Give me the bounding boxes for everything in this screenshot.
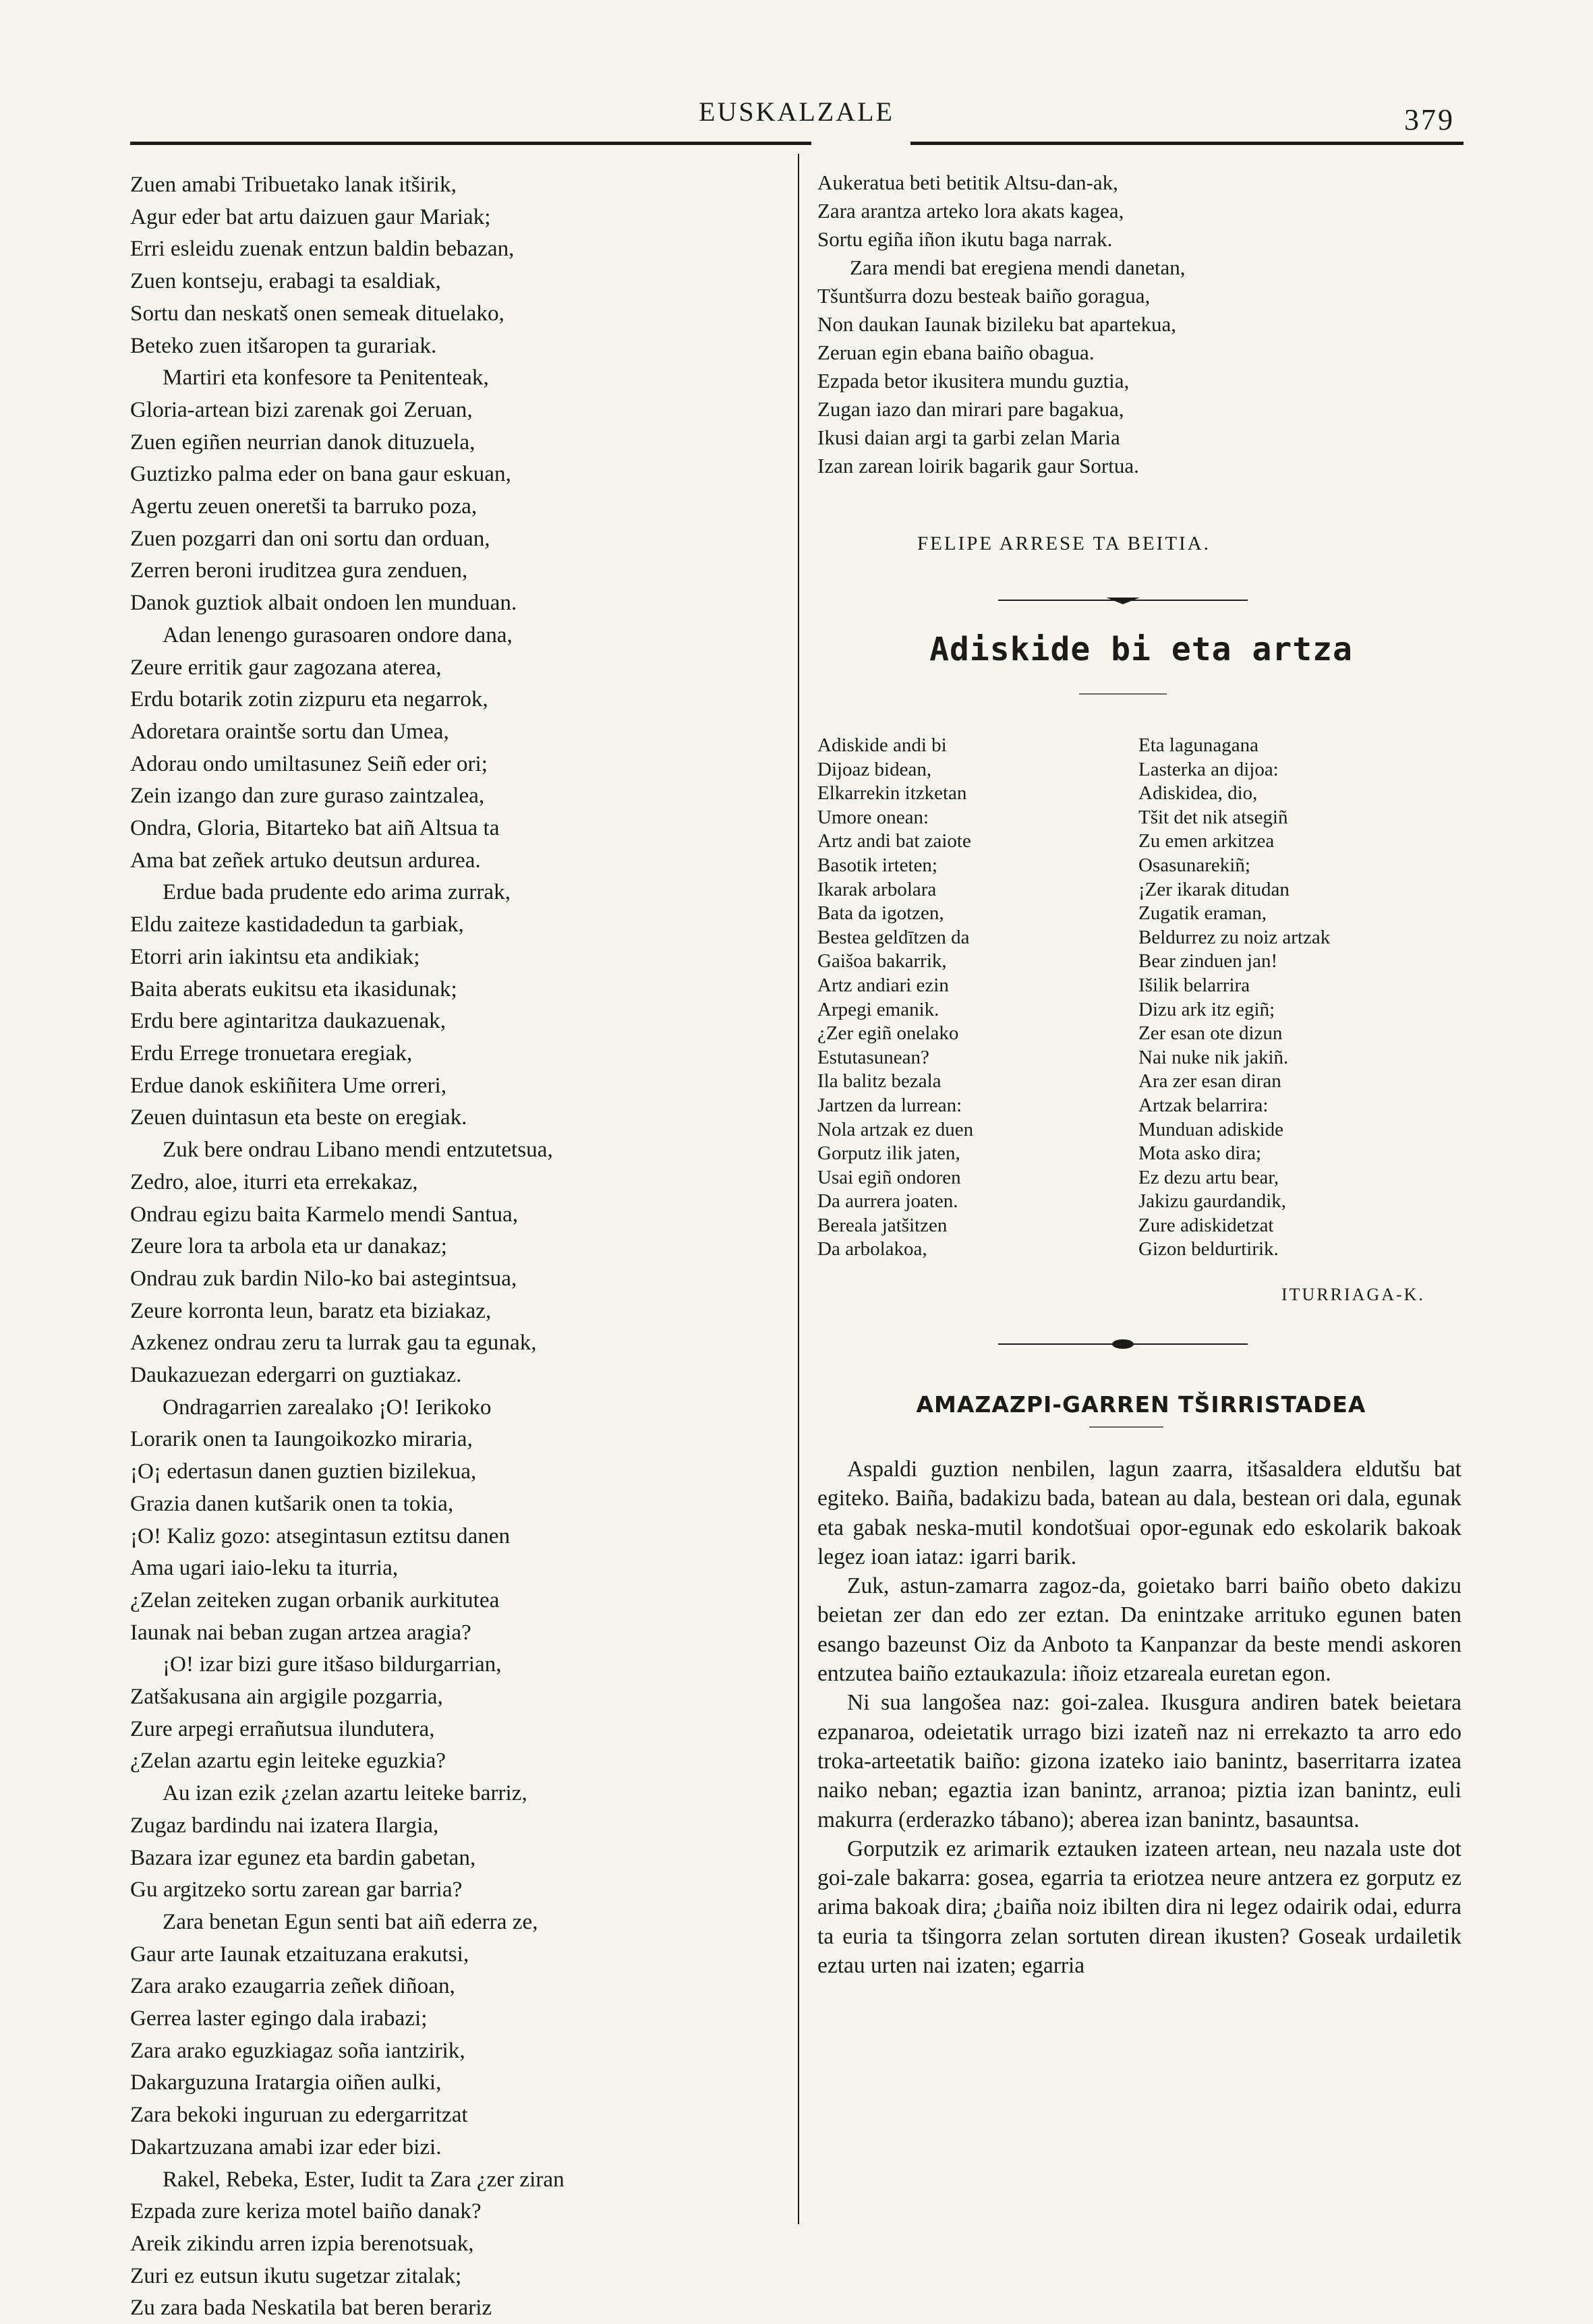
section-title-amazazpi: AMAZAZPI-GARREN TŠIRRISTADEA (916, 1391, 1366, 1418)
poem-line: ¡Zer ikarak ditudan (1138, 878, 1290, 900)
poem-line: Gorputz ilik jaten, (817, 1142, 960, 1165)
poem-line: ¿Zer egiñ onelako (817, 1022, 959, 1045)
poem-line: Adoretara oraintše sortu dan Umea, (130, 718, 449, 744)
poem-line: Tšuntšurra dozu besteak baiño goragua, (817, 284, 1151, 308)
poem-line: Da arbolakoa, (817, 1238, 927, 1260)
poem-line: ¡O¡ edertasun danen guztien bizilekua, (130, 1459, 477, 1484)
page-header (0, 0, 1593, 155)
poem-line: Zerren beroni iruditzea gura zenduen, (130, 558, 468, 583)
poem-line: ¡O! izar bizi gure itšaso bildurgarrian, (163, 1652, 502, 1677)
poem-line: Zuen kontseju, erabagi ta esaldiak, (130, 268, 441, 294)
poem-line: Zuk bere ondrau Libano mendi entzutetsua, (163, 1137, 553, 1163)
poem-line: Au izan ezik ¿zelan azartu leiteke barriz, (163, 1780, 527, 1806)
poem-line: Zatšakusana ain argigile pozgarria, (130, 1684, 443, 1710)
poem-line: Zeure lora ta arbola eta ur danakaz; (130, 1233, 447, 1259)
poem-line: Ara zer esan diran (1138, 1070, 1281, 1093)
poem-line: Usai egiñ ondoren (817, 1166, 961, 1188)
poem-line: Jartzen da lurrean: (817, 1094, 962, 1116)
poem-line: Adan lenengo gurasoaren ondore dana, (163, 622, 513, 647)
poem-line: Da aurrera joaten. (817, 1190, 958, 1213)
right-column-poem-continuation (817, 169, 1465, 480)
poem-line: Gu argitzeko sortu zarean gar barria? (130, 1877, 463, 1902)
poem-line: Estutasunean? (817, 1046, 929, 1068)
poem-line: Ikusi daian argi ta garbi zelan Maria (817, 426, 1120, 449)
poem-line: Zure adiskidetzat (1138, 1214, 1274, 1236)
poem-line: Zara arantza arteko lora akats kagea, (817, 199, 1124, 223)
poem-line: Dakarguzuna Iratargia oiñen aulki, (130, 2070, 442, 2095)
poem-line: Danok guztiok albait ondoen len munduan. (130, 590, 517, 616)
poem-line: ¡O! Kaliz gozo: atsegintasun eztitsu danen (130, 1523, 511, 1548)
poem-line: Ondrau zuk bardin Nilo-ko bai astegintsua, (130, 1265, 517, 1291)
poem-line: Artzak belarrira: (1138, 1094, 1269, 1116)
poem-line: Erdu Errege tronuetara eregiak, (130, 1040, 413, 1066)
poem-line: Išilik belarrira (1138, 974, 1250, 996)
poem-line: Adiskidea, dio, (1138, 782, 1258, 805)
page-number: 379 (1404, 103, 1455, 136)
poem-line: Erdu botarik zotin zizpuru eta negarrok, (130, 687, 488, 712)
poem-line: Zara mendi bat eregiena mendi danetan, (850, 256, 1186, 279)
poem-line: Erdu bere agintaritza daukazuenak, (130, 1008, 446, 1034)
poem-line: Zeure korronta leun, baratz eta biziakaz, (130, 1298, 492, 1323)
poem-line: Arpegi emanik. (817, 998, 939, 1020)
paragraph: Zuk, astun-zamarra zagoz-da, goietako barri baiño obeto dakizu beietan zer dan edo zer eztan. Da enintzake arrituko egunen baten esango bazeunst Oiz da Anboto ta Kanpanzar da beste mendi askoren entzutea baiño eztaukazula: iñoiz etzareala euretan egon. (817, 1573, 1461, 1687)
verse-column-left (817, 734, 973, 1262)
prose-body (817, 1455, 1461, 1980)
left-column-poem (130, 169, 778, 2324)
poem-line: Ezpada zure keriza motel baiño danak? (130, 2199, 482, 2224)
poem-line: ¿Zelan azartu egin leiteke eguzkia? (130, 1748, 446, 1774)
poem-line: Zu zara bada Neskatila bat beren berariz (130, 2295, 492, 2321)
poem-line: Bazara izar egunez eta bardin gabetan, (130, 1844, 476, 1870)
header-rule-right (910, 142, 1464, 145)
poem-line: Osasunarekiñ; (1138, 854, 1250, 876)
poem-line: Bestea geldītzen da (817, 926, 970, 948)
poem-line: Munduan adiskide (1138, 1118, 1284, 1140)
poem-line: Nola artzak ez duen (817, 1118, 974, 1140)
poem-line: Zara benetan Egun senti bat aiñ ederra ze, (163, 1909, 538, 1934)
poem-line: Agur eder bat artu daizuen gaur Mariak; (130, 204, 491, 229)
poem-line: Dakartzuzana amabi izar eder bizi. (130, 2134, 442, 2159)
section-title-adiskide: Adiskide bi eta artza (929, 631, 1353, 668)
poem-line: Dizu ark itz egiñ; (1138, 998, 1275, 1020)
poem-line: Etorri arin iakintsu eta andikiak; (130, 943, 420, 969)
poem-line: Zeruan egin ebana baiño obagua. (817, 341, 1095, 364)
poem-line: Zugaz bardindu nai izatera Ilargia, (130, 1812, 439, 1838)
poem-line: Nai nuke nik jakiñ. (1138, 1046, 1289, 1068)
poem-line: Ila balitz bezala (817, 1070, 942, 1093)
poem-signature (917, 533, 1211, 555)
poem-line: Zu emen arkitzea (1138, 830, 1275, 852)
poem-line: Eldu zaiteze kastidadedun ta garbiak, (130, 912, 464, 937)
poem-line: Zein izango dan zure guraso zaintzalea, (130, 783, 485, 809)
signature-text: ITURRIAGA-K. (1281, 1285, 1425, 1304)
poem-line: Adiskide andi bi (817, 734, 947, 756)
poem-line: Elkarrekin itzketan (817, 782, 967, 805)
poem-line: Non daukan Iaunak bizileku bat apartekua, (817, 312, 1176, 336)
header-rule-left (130, 142, 811, 145)
poem-line: Agertu zeuen oneretši ta barruko poza, (130, 494, 477, 519)
poem-line: Erdue bada prudente edo arima zurrak, (163, 879, 511, 905)
poem-line: Zara arako eguzkiagaz soña iantzirik, (130, 2037, 465, 2063)
poem-line: Basotik irteten; (817, 854, 937, 876)
poem-line: Ama ugari iaio-leku ta iturria, (130, 1555, 399, 1581)
paragraph: Aspaldi guztion nenbilen, lagun zaarra, itšasaldera eldutšu bat egiteko. Baiña, badakizu bada, batean au dala, bestean ori dala, egunak eta gabak neska-mutil kondotšuai opor-egunak edo eskolarik bakoak legez ioan iataz: igarri barik. (817, 1457, 1461, 1569)
fable-signature (1281, 1285, 1425, 1305)
paragraph: Gorputzik ez arimarik eztauken izateen artean, neu nazala uste dot goi-zale bakarra: gosea, egarria ta eriotzea neure antzera ez gorputz ez arima bakoak dira; ¿baiña noiz ibilten dira ni legez odairik odai, edurra ta euria ta tšingorra zelan sortuten direan ikusten? Goseak urdailetik eztau urten nai izaten; egarria (817, 1836, 1461, 1979)
poem-line: Zuri ez eutsun ikutu sugetzar zitalak; (130, 2263, 462, 2288)
poem-line: Erdue danok eskiñitera Ume orreri, (130, 1072, 447, 1098)
poem-line: Erri esleidu zuenak entzun baldin bebazan, (130, 236, 515, 262)
poem-line: Aukeratua beti betitik Altsu-dan-ak, (817, 171, 1118, 194)
poem-line: Umore onean: (817, 806, 929, 828)
poem-line: Artz andi bat zaiote (817, 830, 971, 852)
poem-line: Adorau ondo umiltasunez Seiñ eder ori; (130, 751, 488, 776)
title-underline-1 (1079, 693, 1167, 695)
signature-text: FELIPE ARRESE TA BEITIA. (917, 533, 1211, 554)
poem-line: Gaišoa bakarrik, (817, 950, 947, 972)
poem-line: Baita aberats eukitsu eta ikasidunak; (130, 976, 457, 1001)
poem-line: Gerrea laster egingo dala irabazi; (130, 2006, 428, 2031)
poem-line: Rakel, Rebeka, Ester, Iudit ta Zara ¿zer ziran (163, 2166, 564, 2192)
poem-line: Ama bat zeñek artuko deutsun ardurea. (130, 847, 481, 873)
poem-line: Areik zikindu arren izpia berenotsuak, (130, 2231, 474, 2256)
poem-line: Ezpada betor ikusitera mundu guztia, (817, 369, 1130, 393)
column-divider (798, 154, 799, 2224)
ornament-divider-1 (998, 593, 1248, 607)
poem-line: Lasterka an dijoa: (1138, 758, 1279, 780)
poem-line: Jakizu gaurdandik, (1138, 1190, 1287, 1213)
poem-line: Zara bekoki inguruan zu edergarritzat (130, 2102, 468, 2128)
poem-line: Eta lagunagana (1138, 734, 1258, 756)
poem-line: Gaur arte Iaunak etzaituzana erakutsi, (130, 1941, 469, 1967)
poem-line: Zuen amabi Tribuetako lanak itširik, (130, 172, 457, 197)
verse-column-right (1138, 734, 1330, 1262)
poem-line: ¿Zelan zeiteken zugan orbanik aurkitutea (130, 1587, 500, 1613)
poem-line: Ondragarrien zarealako ¡O! Ierikoko (163, 1394, 492, 1420)
poem-line: Ondra, Gloria, Bitarteko bat aiñ Altsua ta (130, 815, 500, 841)
poem-line: Zara arako ezaugarria zeñek diñoan, (130, 1973, 455, 1999)
poem-line: Zedro, aloe, iturri eta errekakaz, (130, 1169, 418, 1194)
poem-line: Guztizko palma eder on bana gaur eskuan, (130, 461, 511, 487)
poem-line: Zer esan ote dizun (1138, 1022, 1283, 1045)
poem-line: Martiri eta konfesore ta Penitenteak, (163, 365, 489, 390)
poem-line: Iaunak nai beban zugan artzea aragia? (130, 1619, 471, 1645)
poem-line: Zugan iazo dan mirari pare bagakua, (817, 397, 1124, 421)
poem-line: Bereala jatšitzen (817, 1214, 948, 1236)
poem-line: Zugatik eraman, (1138, 902, 1267, 925)
title-underline-2 (1089, 1426, 1163, 1428)
poem-line: Tšit det nik atsegiñ (1138, 806, 1288, 828)
poem-line: Zuen pozgarri dan oni sortu dan orduan, (130, 525, 490, 551)
poem-line: Ikarak arbolara (817, 878, 937, 900)
poem-line: Gloria-artean bizi zarenak goi Zeruan, (130, 397, 473, 422)
poem-line: Zeuen duintasun eta beste on eregiak. (130, 1105, 467, 1130)
poem-line: Ez dezu artu bear, (1138, 1166, 1279, 1188)
poem-line: Lorarik onen ta Iaungoikozko miraria, (130, 1426, 473, 1452)
poem-line: Zure arpegi errañutsua ilundutera, (130, 1716, 435, 1741)
poem-line: Izan zarean loirik bagarik gaur Sortua. (817, 454, 1139, 477)
poem-line: Artz andiari ezin (817, 974, 949, 996)
poem-line: Sortu dan neskatš onen semeak dituelako, (130, 300, 504, 326)
poem-line: Zeure erritik gaur zagozana aterea, (130, 654, 442, 680)
paragraph: Ni sua langošea naz: goi-zalea. Ikusgura andiren batek beietara ezpanaroa, odeietatik urrago bizi izateñ naz ni errekazto ta arro edo troka-arteetatik baiño: gizona izateko iaio banintz, baserritarra izatea naiko neban; egaztia izan banintz, arranoa; piztia izan banintz, euli makurra (erderazko tábano); aberea izan banintz, basauntsa. (817, 1690, 1461, 1832)
poem-line: Bata da igotzen, (817, 902, 944, 925)
poem-line: Daukazuezan edergarri on guztiakaz. (130, 1362, 462, 1388)
poem-line: Mota asko dira; (1138, 1142, 1262, 1165)
poem-line: Grazia danen kutšarik onen ta tokia, (130, 1490, 454, 1516)
poem-line: Sortu egiña iñon ikutu baga narrak. (817, 227, 1113, 251)
ornament-divider-2 (998, 1337, 1248, 1351)
poem-line: Beteko zuen itšaropen ta gurariak. (130, 332, 437, 358)
poem-line: Beldurrez zu noiz artzak (1138, 926, 1331, 948)
poem-line: Ondrau egizu baita Karmelo mendi Santua, (130, 1201, 519, 1227)
poem-line: Zuen egiñen neurrian danok dituzuela, (130, 429, 475, 455)
running-title: EUSKALZALE (699, 96, 894, 127)
poem-line: Dijoaz bidean, (817, 758, 932, 780)
poem-line: Azkenez ondrau zeru ta lurrak gau ta egunak, (130, 1330, 537, 1356)
poem-line: Bear zinduen jan! (1138, 950, 1278, 972)
poem-line: Gizon beldurtirik. (1138, 1238, 1279, 1260)
